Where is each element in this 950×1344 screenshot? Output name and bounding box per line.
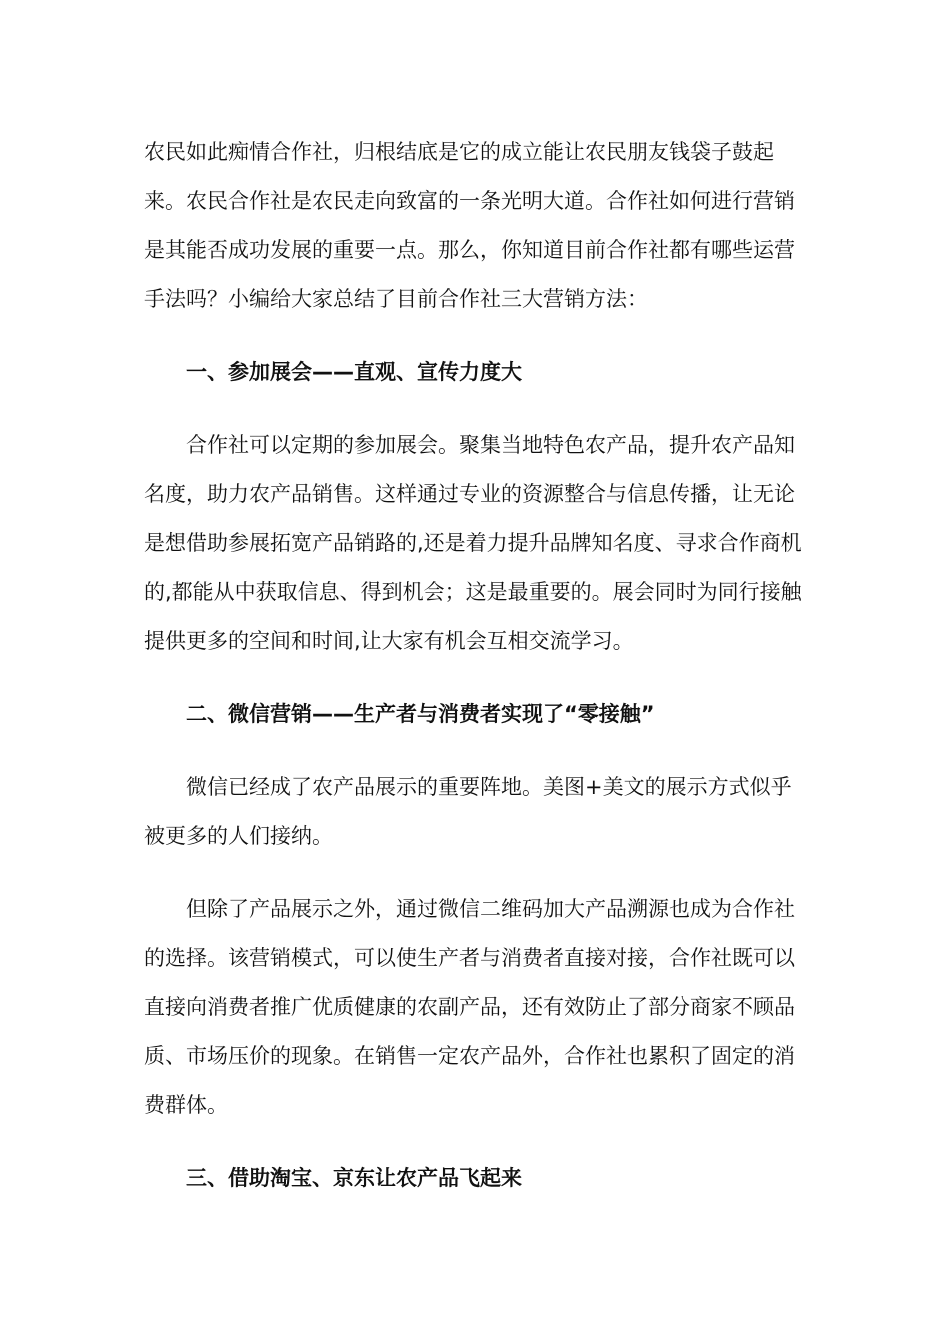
section-1-heading: 一、参加展会——直观、宣传力度大 [186, 360, 522, 384]
section-2-paragraph-2: 但除了产品展示之外，通过微信二维码加大产品溯源也成为合作社的选择。该营销模式，可以使生产者与消费者直接对接，合作社既可以直接向消费者推广优质健康的农副产品，还有效防止了部分商家不顾品质、市场压价的现象。在销售一定农产品外，合作社也累积了固定的消费群体。 [144, 897, 795, 1117]
section-1-paragraph: 合作社可以定期的参加展会。聚集当地特色农产品，提升农产品知名度，助力农产品销售。这样通过专业的资源整合与信息传播，让无论是想借助参展拓宽产品销路的,还是着力提升品牌知名度、寻求合作商机的,都能从中获取信息、得到机会；这是最重要的。展会同时为同行接触提供更多的空间和时间,让大家有机会互相交流学习。 [144, 433, 802, 653]
article-body [144, 128, 810, 1227]
section-3-heading: 三、借助淘宝、京东让农产品飞起来 [186, 1166, 522, 1190]
section-2-paragraph-1: 微信已经成了农产品展示的重要阵地。美图+美文的展示方式似乎被更多的人们接纳。 [144, 775, 792, 848]
intro-paragraph: 农民如此痴情合作社，归根结底是它的成立能让农民朋友钱袋子鼓起来。农民合作社是农民走向致富的一条光明大道。合作社如何进行营销是其能否成功发展的重要一点。那么，你知道目前合作社都有哪些运营手法吗？小编给大家总结了目前合作社三大营销方法： [144, 140, 795, 311]
section-2-heading: 二、微信营销——生产者与消费者实现了“零接触” [186, 702, 655, 726]
